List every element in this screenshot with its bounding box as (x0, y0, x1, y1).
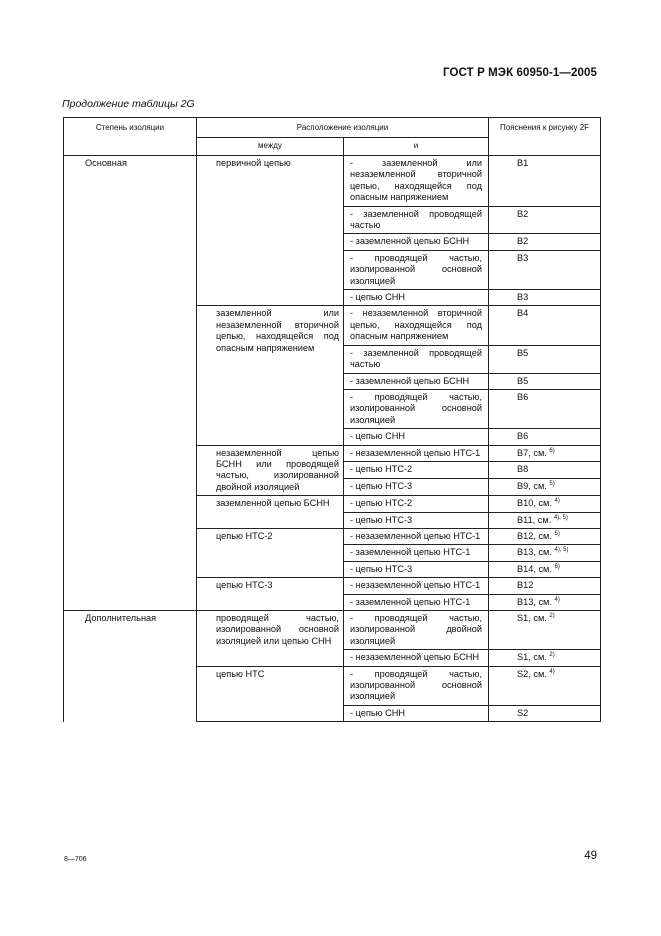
footnote-ref: 6) (549, 447, 555, 454)
table-body (64, 156, 601, 722)
footnote-ref: 4) (554, 498, 560, 505)
and-cell: - незаземленной цепью НТС-1 (344, 445, 489, 462)
explanation-cell (489, 345, 601, 373)
footnote-ref: 2) (549, 652, 555, 659)
header-and: и (344, 138, 489, 156)
degree-cell: Основная (64, 156, 197, 611)
explanation-text: S2 (517, 707, 529, 718)
explanation-cell (489, 666, 601, 705)
footnote-ref: 5) (549, 481, 555, 488)
between-cell: незаземленной цепью БСНН или проводящей частью, изолированной двойной изоляцией (197, 445, 344, 496)
and-cell: - проводящей частью, изолированной основной изоляцией (344, 389, 489, 428)
explanation-text: B12, см. (517, 530, 552, 541)
explanation-text: B12 (517, 580, 534, 591)
and-cell: - цепью НТС-3 (344, 512, 489, 528)
and-cell: - цепью НТС-2 (344, 496, 489, 512)
footnote-ref: 4) (554, 596, 560, 603)
document-header: ГОСТ Р МЭК 60950-1—2005 (443, 67, 597, 79)
explanation-text: B8 (517, 464, 529, 475)
and-cell: - заземленной или незаземленной вторичной цепью, находящейся под опасным напряжением (344, 156, 489, 207)
explanation-text: B6 (517, 391, 529, 402)
explanation-cell (489, 512, 601, 528)
explanation-text: B2 (517, 208, 529, 219)
explanation-cell (489, 206, 601, 234)
explanation-cell (489, 373, 601, 389)
between-cell: проводящей частью, изолированной основной изоляцией или цепью СНН (197, 611, 344, 667)
and-cell: - незаземленной цепью БСНН (344, 650, 489, 666)
explanation-text: S2, см. (517, 668, 547, 679)
and-cell: - незаземленной вторичной цепью, находящейся под опасным напряжением (344, 306, 489, 345)
insulation-table (63, 117, 601, 722)
explanation-cell (489, 594, 601, 610)
explanation-cell (489, 234, 601, 250)
and-cell: - цепью СНН (344, 290, 489, 306)
between-cell: заземленной цепью БСНН (197, 496, 344, 529)
explanation-cell (489, 479, 601, 496)
and-cell: - цепью НТС-2 (344, 462, 489, 479)
between-cell: цепью НТС-2 (197, 528, 344, 577)
explanation-cell (489, 561, 601, 577)
explanation-text: B2 (517, 236, 529, 247)
table-continuation-caption: Продолжение таблицы 2G (62, 98, 195, 110)
footnote-ref: 4), 5) (553, 514, 568, 521)
and-cell: - цепью НТС-3 (344, 479, 489, 496)
explanation-text: S1, см. (517, 613, 547, 623)
explanation-text: B11, см. (517, 514, 552, 525)
explanation-text: B14, см. (517, 563, 552, 574)
degree-cell: Дополнительная (64, 611, 197, 722)
explanation-cell (489, 445, 601, 462)
footnote-ref: 5) (554, 530, 560, 537)
page-number: 49 (584, 850, 597, 862)
between-cell: первичной цепью (197, 156, 344, 306)
table-row (64, 611, 601, 650)
and-cell: - незаземленной цепью НТС-1 (344, 578, 489, 594)
and-cell: - заземленной проводящей частью (344, 206, 489, 234)
and-cell: - проводящей частью, изолированной основной изоляцией (344, 666, 489, 705)
and-cell: - проводящей частью, изолированной основной изоляцией (344, 250, 489, 289)
explanation-text: B5 (517, 347, 529, 358)
explanation-cell (489, 496, 601, 512)
and-cell: - заземленной цепью НТС-1 (344, 594, 489, 610)
explanation-text: B10, см. (517, 498, 552, 509)
and-cell: - заземленной цепью БСНН (344, 234, 489, 250)
explanation-text: B13, см. (517, 547, 552, 558)
footnote-ref: 4), 5) (554, 547, 569, 554)
footnote-ref: 2) (549, 613, 555, 619)
explanation-text: B7, см. (517, 447, 547, 458)
and-cell: - заземленной цепью БСНН (344, 373, 489, 389)
explanation-text: B13, см. (517, 596, 552, 607)
explanation-text: B3 (517, 252, 529, 263)
and-cell: - незаземленной цепью НТС-1 (344, 528, 489, 544)
explanation-cell (489, 290, 601, 306)
explanation-cell (489, 462, 601, 479)
and-cell: - заземленной проводящей частью (344, 345, 489, 373)
header-degree: Степень изоляции (64, 118, 197, 156)
explanation-text: B1 (517, 158, 529, 168)
and-cell: - цепью СНН (344, 705, 489, 721)
explanation-text: B9, см. (517, 481, 547, 492)
explanation-cell (489, 156, 601, 207)
between-cell: цепью НТС (197, 666, 344, 722)
explanation-cell (489, 578, 601, 594)
and-cell: - проводящей частью, изолированной двойной изоляцией (344, 611, 489, 650)
explanation-text: S1, см. (517, 652, 547, 663)
explanation-cell (489, 545, 601, 561)
between-cell: цепью НТС-3 (197, 578, 344, 611)
explanation-text: B3 (517, 292, 529, 303)
explanation-cell (489, 250, 601, 289)
explanation-cell (489, 429, 601, 445)
print-code: 8—706 (64, 856, 87, 863)
explanation-cell (489, 705, 601, 721)
table-row (64, 156, 601, 207)
explanation-cell (489, 528, 601, 544)
between-cell: заземленной или незаземленной вторичной цепью, находящейся под опасным напряжением (197, 306, 344, 445)
explanation-text: B5 (517, 375, 529, 386)
and-cell: - заземленной цепью НТС-1 (344, 545, 489, 561)
explanation-cell (489, 650, 601, 666)
explanation-text: B4 (517, 308, 529, 319)
explanation-cell (489, 389, 601, 428)
and-cell: - цепью СНН (344, 429, 489, 445)
footnote-ref: 6) (554, 563, 560, 570)
header-between: между (197, 138, 344, 156)
header-location: Расположение изоляции (197, 118, 489, 138)
explanation-cell (489, 611, 601, 650)
explanation-cell (489, 306, 601, 345)
footnote-ref: 4) (549, 668, 555, 675)
header-explanations: Пояснения к рисунку 2F (489, 118, 601, 156)
and-cell: - цепью НТС-3 (344, 561, 489, 577)
explanation-text: B6 (517, 431, 529, 442)
